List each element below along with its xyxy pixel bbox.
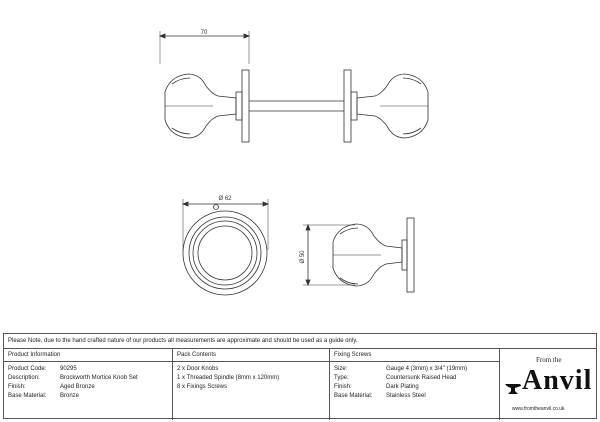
info-row: Size: Gauge 4 (3mm) x 3/4" (19mm) xyxy=(334,366,468,372)
anvil-icon xyxy=(504,382,522,396)
pack-contents-heading: Pack Contents xyxy=(173,349,329,362)
product-information-heading: Product Information xyxy=(4,349,172,362)
fixing-screws-section xyxy=(330,349,500,420)
right-knob-side-view xyxy=(344,70,428,142)
width-dimension-label: 70 xyxy=(200,30,208,36)
list-item: 8 x Fixings Screws xyxy=(177,384,228,390)
info-row: Finish: Aged Bronze xyxy=(8,384,95,390)
rose-diameter-label: Ø 62 xyxy=(218,196,232,202)
info-row: Finish: Dark Plating xyxy=(334,384,419,390)
info-row: Product Code: 90295 xyxy=(8,366,77,372)
info-row: Type: Countersunk Raised Head xyxy=(334,375,457,381)
knob-front-view xyxy=(183,205,267,296)
info-row: Description: Brockworth Mortice Knob Set xyxy=(8,375,138,381)
brand-logo xyxy=(500,349,596,420)
knob-diameter-label: Ø 50 xyxy=(300,250,306,264)
info-row: Base Material: Stainless Steel xyxy=(334,393,426,399)
logo-url: www.fromtheanvil.co.uk xyxy=(512,406,565,412)
logo-name: Anvil xyxy=(522,365,593,396)
list-item: 1 x Threaded Spindle (8mm x 120mm) xyxy=(177,375,280,381)
pack-contents-section xyxy=(173,349,330,420)
product-info-block xyxy=(3,333,597,419)
info-row: Base Material: Bronze xyxy=(8,393,80,399)
disclaimer-note: Please Note, due to the hand crafted nature of our products all measurements are approximate and should be used as a guide only. xyxy=(4,334,596,349)
product-information-section xyxy=(4,349,173,420)
left-knob-side-view xyxy=(165,70,249,142)
single-knob-side-view xyxy=(333,218,414,292)
logo-from-text: From the xyxy=(536,356,562,364)
fixing-screws-heading: Fixing Screws xyxy=(330,349,499,362)
list-item: 2 x Door Knobs xyxy=(177,366,219,372)
